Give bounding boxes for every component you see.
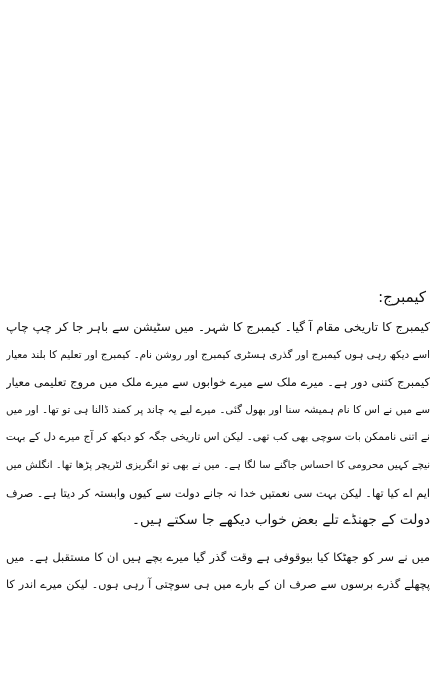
text-line: کیمبرج کا تاریخی مقام آ گیا۔ کیمبرج کا شہر۔ میں سٹیشن سے باہر جا کر چپ چاپ [6, 320, 430, 334]
text-line-last: دولت کے جھنڈے تلے بعض خواب دیکھے جا سکتے ہیں۔ [131, 512, 430, 529]
section-heading: کیمبرج: [378, 288, 426, 306]
text-line: نیچے کہیں محرومی کا احساس جاگنے سا لگا ہے۔ میں نے بھی تو انگریزی لٹریچر پڑھا تھا۔ انگلش میں [6, 459, 430, 471]
paragraph-2 [6, 544, 430, 599]
text-line: سے میں نے اس کا نام ہمیشہ سنا اور بھول گئی۔ میرے لیے یہ چاند پر کمند ڈالنا ہی تو تھا۔ اور میں [6, 403, 430, 416]
text-line: نے اتنی ناممکن بات سوچی بھی کب تھی۔ لیکن اس تاریخی جگہ کو دیکھ کر آج میرے دل کے بہت [6, 431, 430, 444]
text-line: میں نے سر کو جھٹکا کیا بیوقوفی ہے وقت گذر گیا میرے بچے ہیں ان کا مستقبل ہے۔ میں [6, 549, 430, 564]
text-line: اسے دیکھ رہی ہوں کیمبرج اور گذری ہسٹری کیمبرج اور روشن نام۔ کیمبرج اور تعلیم کا بلند معیار [6, 348, 430, 361]
paragraph-1 [6, 314, 430, 535]
text-line: پچھلے گذرے برسوں سے صرف ان کے بارے میں ہی سوچتی آ رہی ہوں۔ لیکن میرے اندر کا [6, 578, 430, 592]
text-line: ایم اے کیا تھا۔ لیکن بہت سی نعمتیں خدا نہ جانے دولت سے کیوں وابستہ کر دیتا ہے۔ صرف [6, 486, 430, 500]
paragraph-break [6, 535, 430, 544]
text-line: کیمبرج کتنی دور ہے۔ میرے ملک سے میرے خوابوں سے میرے ملک میں مروج تعلیمی معیار [6, 375, 430, 390]
urdu-text-block [6, 286, 430, 599]
